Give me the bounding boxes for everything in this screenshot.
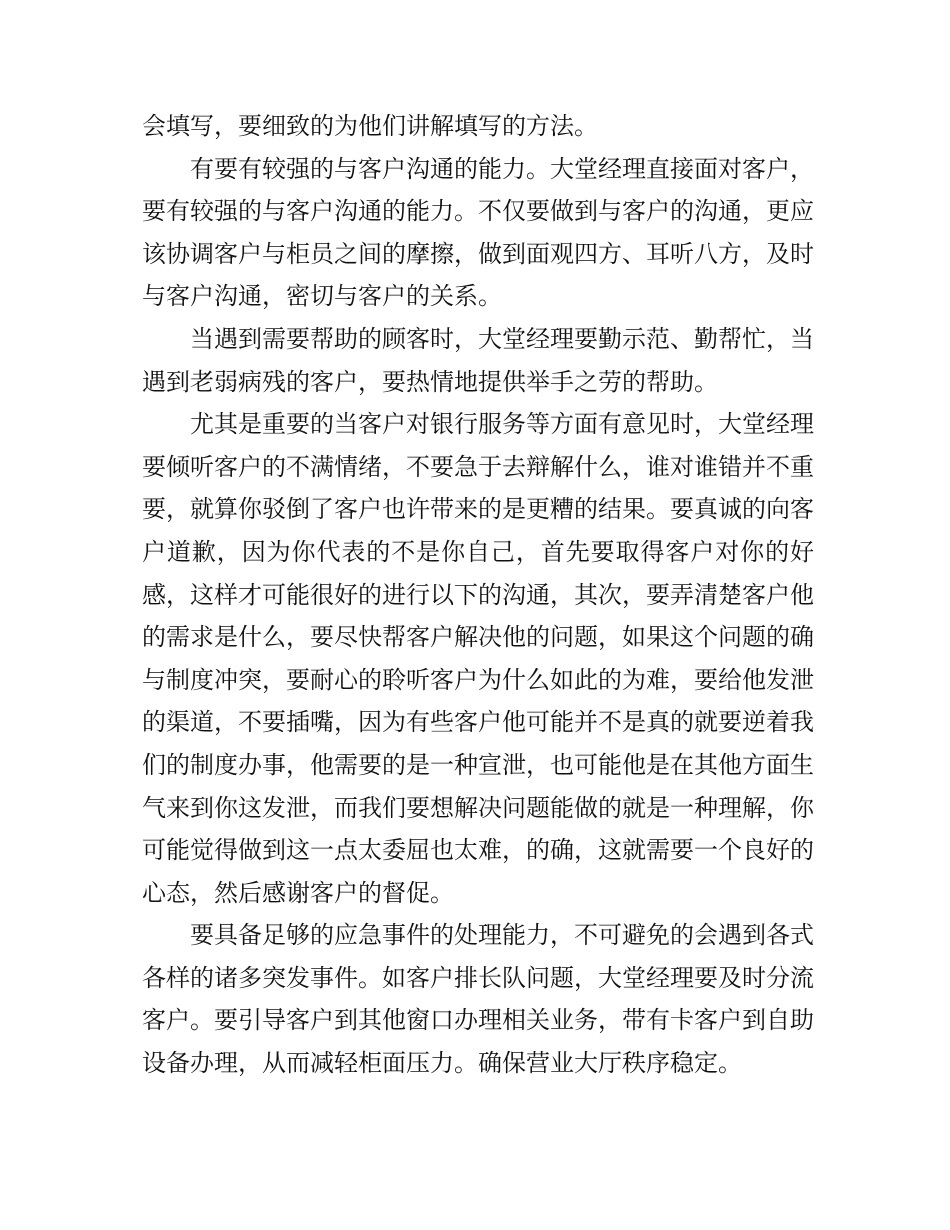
paragraph-communication: 有要有较强的与客户沟通的能力。大堂经理直接面对客户，要有较强的与客户沟通的能力。不仅要做到与客户的沟通，更应该协调客户与柜员之间的摩擦，做到面观四方、耳听八方，及时与客户沟通，密切与客户的关系。: [142, 154, 814, 311]
paragraph-complaints: 尤其是重要的当客户对银行服务等方面有意见时，大堂经理要倾听客户的不满情绪，不要急于去辩解什么，谁对谁错并不重要，就算你驳倒了客户也许带来的是更糟的结果。要真诚的向客户道歉，因为你代表的不是你自己，首先要取得客户对你的好感，这样才可能很好的进行以下的沟通，其次，要弄清楚客户他的需求是什么，要尽快帮客户解决他的问题，如果这个问题的确与制度冲突，要耐心的聆听客户为什么如此的为难，要给他发泄的渠道，不要插嘴，因为有些客户他可能并不是真的就要逆着我们的制度办事，他需要的是一种宣泄，也可能他是在其他方面生气来到你这发泄，而我们要想解决问题能做的就是一种理解，你可能觉得做到这一点太委屈也太难，的确，这就需要一个良好的心态，然后感谢客户的督促。: [142, 410, 814, 907]
document-body: [142, 105, 814, 1085]
paragraph-emergencies: 要具备足够的应急事件的处理能力，不可避免的会遇到各式各样的诸多突发事件。如客户排长队问题，大堂经理要及时分流客户。要引导客户到其他窗口办理相关业务，带有卡客户到自助设备办理，从而减轻柜面压力。确保营业大厅秩序稳定。: [142, 921, 814, 1078]
paragraph-assistance: 当遇到需要帮助的顾客时，大堂经理要勤示范、勤帮忙，当遇到老弱病残的客户，要热情地提供举手之劳的帮助。: [142, 324, 814, 396]
paragraph-continuation: 会填写，要细致的为他们讲解填写的方法。: [142, 112, 598, 140]
